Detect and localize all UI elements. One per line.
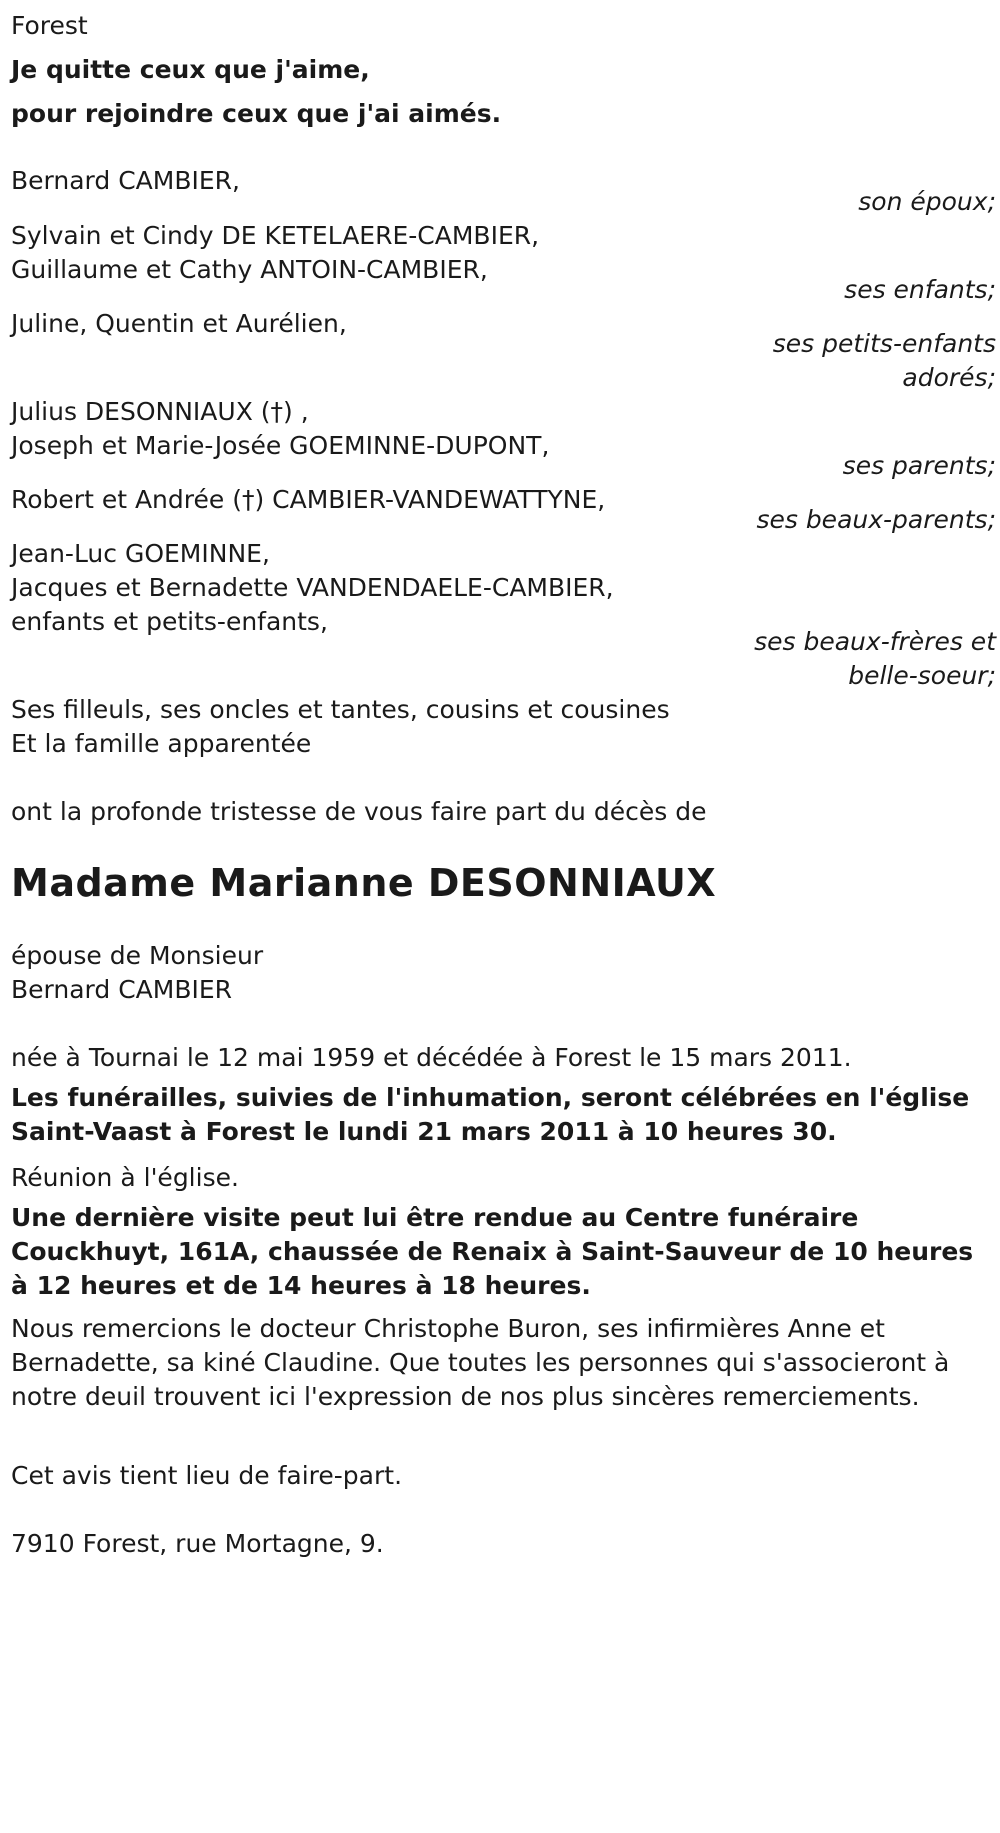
grandchildren-relation-1: ses petits-enfants [772,329,996,358]
child-line-1: Sylvain et Cindy DE KETELAERE-CAMBIER, [11,221,540,250]
others-line-2: Et la famille apparentée [11,729,312,758]
funeral-details: Les funérailles, suivies de l'inhumation, seront célébrées en l'église Saint-Vaast à Forest le lundi 21 mars 2011 à 10 heures 30. [11,1083,970,1146]
parents-relation: ses parents; [842,451,996,480]
child-line-2: Guillaume et Cathy ANTOIN-CAMBIER, [11,255,488,284]
in-laws-relation: ses beaux-parents; [756,505,996,534]
parent-line-1: Julius DESONNIAUX (†) , [11,397,309,426]
thanks-message: Nous remercions le docteur Christophe Buron, ses infirmières Anne et Bernadette, sa kiné Claudine. Que toutes les personnes qui s'associeront à notre deuil trouvent ici l'expression de nos plus sincères remerciements. [11,1314,950,1411]
sibling-line-3: enfants et petits-enfants, [11,607,328,636]
visit-details: Une dernière visite peut lui être rendue au Centre funéraire Couckhuyt, 161A, chaussée de Renaix à Saint-Sauveur de 10 heures à 12 heures et de 14 heures à 18 heures. [11,1203,974,1300]
siblings-relation-2: belle-soeur; [848,661,996,690]
grandchildren-relation-2: adorés; [902,363,996,392]
announcement: ont la profonde tristesse de vous faire part du décès de [11,797,707,826]
address: 7910 Forest, rue Mortagne, 9. [11,1529,384,1558]
parent-line-2: Joseph et Marie-Josée GOEMINNE-DUPONT, [11,431,550,460]
deceased-name: Madame Marianne DESONNIAUX [11,861,717,905]
in-laws-names: Robert et Andrée (†) CAMBIER-VANDEWATTYNE, [11,485,606,514]
epitaph-line-2: pour rejoindre ceux que j'ai aimés. [11,99,502,128]
sibling-line-1: Jean-Luc GOEMINNE, [11,539,270,568]
grandchildren-names: Juline, Quentin et Aurélien, [11,309,347,338]
sibling-line-2: Jacques et Bernadette VANDENDAELE-CAMBIER, [11,573,614,602]
notice: Cet avis tient lieu de faire-part. [11,1461,403,1490]
siblings-relation-1: ses beaux-frères et [754,627,996,656]
others-line-1: Ses filleuls, ses oncles et tantes, cousins et cousines [11,695,670,724]
meeting-note: Réunion à l'église. [11,1163,239,1192]
husband-name: Bernard CAMBIER, [11,166,240,195]
birth-death: née à Tournai le 12 mai 1959 et décédée à Forest le 15 mars 2011. [11,1043,852,1072]
husband-relation: son époux; [858,187,996,216]
children-relation: ses enfants; [844,275,996,304]
epitaph-line-1: Je quitte ceux que j'aime, [11,55,370,84]
spouse-line-2: Bernard CAMBIER [11,975,233,1004]
location: Forest [11,11,88,40]
spouse-line-1: épouse de Monsieur [11,941,264,970]
